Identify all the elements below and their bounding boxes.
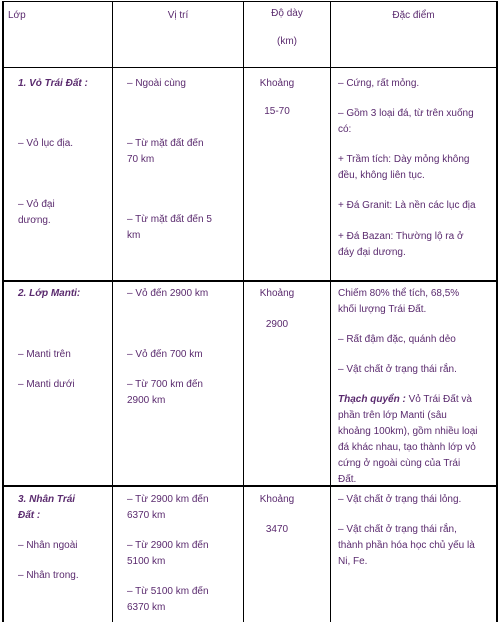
row3-sub2: – Nhân trong.	[18, 570, 79, 581]
table-row-divider-1	[2, 280, 498, 282]
lithosphere-definition: Vỏ Trái Đất và phần trên lớp Manti (sâu khoảng 100km), gồm nhiều loại đá khác nhau, tạo thành lớp vỏ cứng ở ngoài cùng của Trái Đất.	[338, 394, 478, 485]
table-col-divider-1	[112, 1, 113, 622]
row1-pos1: – Ngoài cùng	[127, 78, 186, 89]
row1-thick1: Khoảng	[259, 78, 295, 89]
row2-sub1: – Manti trên	[18, 349, 71, 360]
header-layer: Lớp	[8, 10, 26, 21]
row3-pos3: – Từ 5100 km đến 6370 km	[127, 586, 209, 613]
row2-sub2: – Manti dưới	[18, 379, 75, 390]
row3-thick1: Khoảng	[259, 494, 295, 505]
row3-pos2: – Từ 2900 km đến 5100 km	[127, 540, 209, 567]
table-border-right	[496, 1, 498, 622]
row3-thick2: 3470	[265, 524, 289, 535]
row2-feat3: – Vật chất ở trạng thái rắn.	[338, 364, 457, 375]
row1-feat3: + Trầm tích: Dày mỏng không đều, không liên tục.	[338, 154, 470, 181]
row2-pos1: – Vỏ đến 2900 km	[127, 288, 209, 299]
header-position: Vị trí	[167, 10, 189, 21]
row1-feat5: + Đá Bazan: Thường lộ ra ở đáy đại dương.	[338, 231, 464, 258]
row1-feat2: – Gồm 3 loại đá, từ trên xuống có:	[338, 108, 474, 135]
table-border-left	[2, 1, 4, 622]
row3-sub1: – Nhân ngoài	[18, 540, 78, 551]
header-thickness-unit: (km)	[277, 36, 297, 47]
row2-pos2: – Vỏ đến 700 km	[127, 349, 203, 360]
table-border-top	[2, 1, 498, 2]
row1-title: 1. Vỏ Trái Đất :	[18, 78, 88, 89]
row3-pos1: – Từ 2900 km đến 6370 km	[127, 494, 209, 521]
row1-pos2: – Từ mặt đất đến 70 km	[127, 138, 204, 165]
row2-feat2: – Rất đậm đặc, quánh dẻo	[338, 334, 456, 345]
row1-pos3: – Từ mặt đất đến 5 km	[127, 214, 212, 241]
table-col-divider-3	[330, 1, 331, 622]
row1-thick2: 15-70	[264, 106, 290, 117]
row1-feat1: – Cứng, rất mỏng.	[338, 78, 420, 89]
row2-pos3: – Từ 700 km đến 2900 km	[127, 379, 203, 406]
row1-sub1: – Vỏ lục địa.	[18, 138, 74, 149]
row1-sub2: – Vỏ đại dương.	[18, 199, 55, 226]
row1-feat4: + Đá Granit: Là nền các lục địa	[338, 200, 476, 211]
header-features: Đặc điểm	[392, 10, 435, 21]
row2-thick2: 2900	[265, 319, 289, 330]
row3-title: 3. Nhân Trái Đất :	[18, 494, 76, 521]
row3-feat1: – Vật chất ở trạng thái lỏng.	[338, 494, 462, 505]
row2-feat1: Chiếm 80% thể tích, 68,5% khối lượng Trái Đất.	[338, 288, 460, 315]
table-header-divider	[2, 67, 498, 68]
row3-feat2: – Vật chất ở trạng thái rắn, thành phần hóa học chủ yếu là Ni, Fe.	[338, 524, 475, 567]
row2-title: 2. Lớp Manti:	[18, 288, 81, 299]
header-thickness: Độ dày	[271, 8, 303, 19]
lithosphere-term: Thạch quyển :	[338, 394, 406, 405]
row2-feat4	[338, 392, 490, 488]
row2-thick1: Khoảng	[259, 288, 295, 299]
